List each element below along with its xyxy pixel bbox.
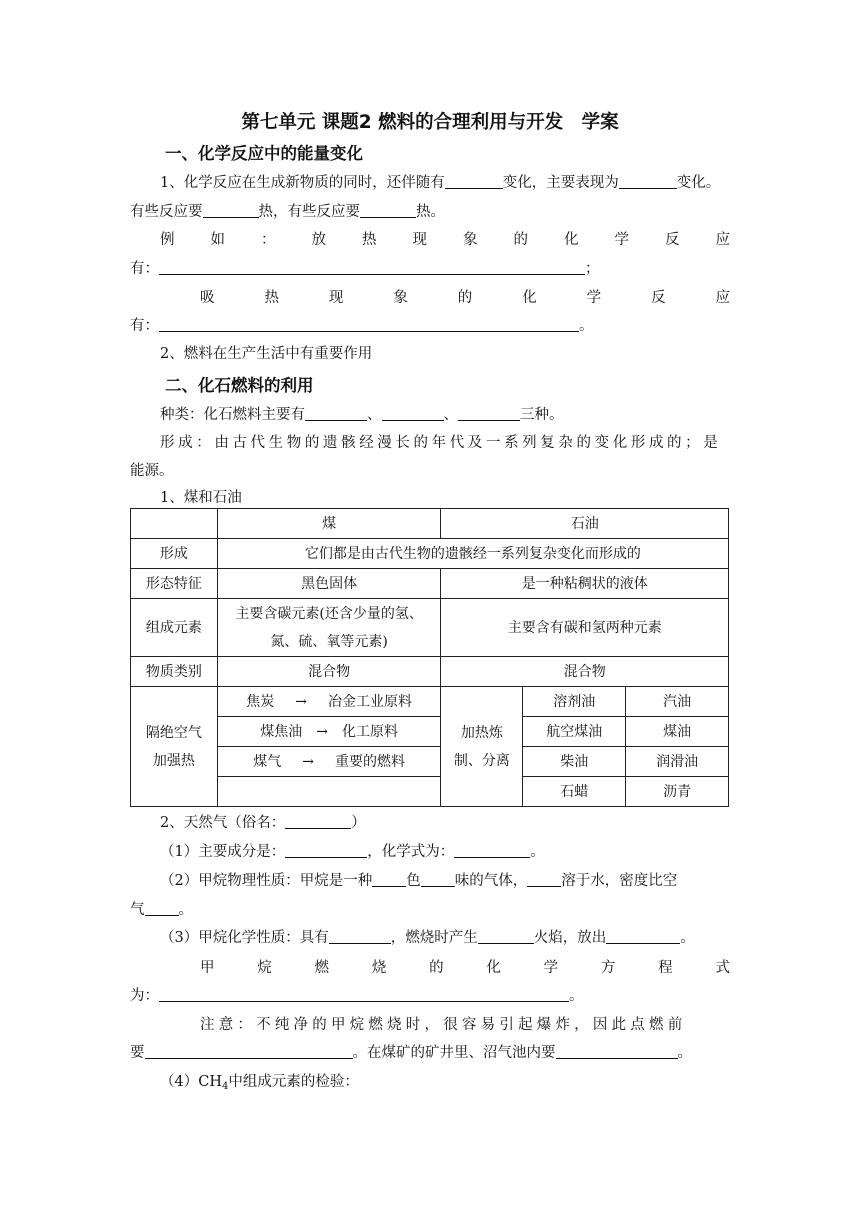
spaced-char: 烷 — [257, 960, 272, 976]
paragraph-1-line-1: 1、化学反应在生成新物质的同时，还伴随有 变化，主要表现为 变化。 — [160, 175, 721, 191]
spaced-char: 应 — [715, 232, 730, 248]
formation-line-2: 能源。 — [130, 463, 174, 479]
example-exothermic-line — [160, 230, 730, 250]
table-row: 石蜡 沥青 — [131, 777, 729, 807]
blank — [372, 871, 406, 887]
methane-item-2-cont: 气 。 — [130, 902, 193, 918]
note-line-2: 要 。在煤矿的矿井里、沼气池内要 。 — [130, 1045, 692, 1061]
coal-product: 焦炭 → 冶金工业原料 — [217, 687, 441, 717]
coal-oil-table — [130, 508, 729, 807]
example-endothermic-answer: 有： 。 — [130, 318, 594, 334]
spaced-char: 现 — [328, 290, 344, 306]
spaced-char: 热 — [264, 290, 279, 306]
blank — [527, 871, 561, 887]
blank — [285, 842, 367, 858]
blank — [145, 1043, 353, 1059]
blank — [203, 202, 259, 218]
spaced-char: 烧 — [371, 960, 387, 976]
formation-line-1: 形 成 ： 由 古 代 生 物 的 遗 骸 经 漫 长 的 年 代 及 一 系 列 复 杂 的 变 化 形 成 的 ； 是 — [160, 435, 718, 451]
spaced-char: 的 — [429, 960, 444, 976]
equation-prompt-line — [200, 958, 730, 978]
page-title: 第七单元 课题2 燃料的合理利用与开发 学案 — [241, 112, 619, 133]
blank — [478, 928, 534, 944]
example-endothermic-line — [200, 288, 730, 308]
blank — [159, 986, 569, 1002]
spaced-char: 化 — [522, 290, 537, 306]
paragraph-1-line-2: 有些反应要 热，有些反应要 热。 — [130, 204, 445, 220]
table-row: 形成 它们都是由古代生物的遗骸经一系列复杂变化而形成的 — [131, 539, 729, 569]
blank — [159, 259, 585, 275]
spaced-char: 象 — [463, 232, 478, 248]
blank — [145, 900, 179, 916]
methane-item-1: （1）主要成分是： ，化学式为： 。 — [160, 844, 545, 860]
equation-answer: 为： 。 — [130, 988, 584, 1004]
spaced-char: 例 — [160, 232, 175, 248]
blank — [606, 928, 680, 944]
spaced-char: 现 — [412, 232, 427, 248]
table-row: 组成元素 主要含碳元素(还含少量的氢、 氮、硫、氧等元素) 主要含有碳和氢两种元素 — [131, 599, 729, 657]
spaced-char: 反 — [651, 290, 666, 306]
section-2-heading: 二、化石燃料的利用 — [165, 376, 314, 395]
header-coal: 煤 — [217, 509, 441, 539]
table-row: 隔绝空气 加强热 焦炭 → 冶金工业原料 加热炼 制、分离 溶剂油 汽油 — [131, 687, 729, 717]
spaced-char: 学 — [543, 960, 559, 976]
methane-item-4: $(4)CH_4$中组成元素的检验： — [160, 1074, 359, 1092]
example-exothermic-answer: 有： ； — [130, 261, 600, 277]
section-1-heading: 一、化学反应中的能量变化 — [165, 144, 363, 163]
spaced-char: 式 — [715, 960, 730, 976]
blank — [619, 173, 677, 189]
spaced-char: 程 — [658, 960, 673, 976]
spaced-char: 学 — [614, 232, 629, 248]
spaced-char: 吸 — [200, 290, 215, 306]
spaced-char: 如 — [210, 232, 225, 248]
table-row: 煤焦油 → 化工原料 航空煤油 煤油 — [131, 717, 729, 747]
spaced-char: 燃 — [314, 960, 330, 976]
natural-gas-heading: 2、天然气（俗名： ） — [160, 815, 366, 831]
spaced-char: 应 — [715, 290, 730, 306]
spaced-char: 的 — [513, 232, 528, 248]
blank — [445, 173, 503, 189]
spaced-char: 的 — [457, 290, 473, 306]
blank — [360, 202, 416, 218]
spaced-char: 化 — [564, 232, 579, 248]
table-row — [131, 509, 729, 539]
spaced-char: 热 — [362, 232, 377, 248]
table-row: 形态特征 黑色固体 是一种粘稠状的液体 — [131, 569, 729, 599]
blank — [382, 405, 444, 421]
coal-product: 煤焦油 → 化工原料 — [217, 717, 441, 747]
spaced-char: 方 — [600, 960, 616, 976]
table-row: 物质类别 混合物 混合物 — [131, 657, 729, 687]
blank — [458, 405, 520, 421]
blank — [329, 928, 391, 944]
paragraph-2: 2、燃料在生产生活中有重要作用 — [160, 346, 373, 362]
blank — [285, 813, 351, 829]
spaced-char: ： — [261, 232, 276, 248]
note-line-1: 注 意 ： 不 纯 净 的 甲 烷 燃 烧 时 ， 很 容 易 引 起 爆 炸 ， 因 此 点 燃 前 — [200, 1017, 683, 1033]
methane-item-2: （2）甲烷物理性质：甲烷是一种 色 味的气体， 溶于水，密度比空 — [160, 873, 678, 889]
blank — [305, 405, 367, 421]
spaced-char: 化 — [486, 960, 501, 976]
spaced-char: 放 — [311, 232, 326, 248]
spaced-char: 学 — [586, 290, 602, 306]
blank — [454, 842, 530, 858]
header-oil: 石油 — [441, 509, 729, 539]
blank — [421, 871, 455, 887]
table-row: 煤气 → 重要的燃料 柴油 润滑油 — [131, 747, 729, 777]
coal-product: 煤气 → 重要的燃料 — [217, 747, 441, 777]
subheading-coal-oil: 1、煤和石油 — [160, 490, 242, 506]
methane-item-3: （3）甲烷化学性质：具有 ，燃烧时产生 火焰，放出 。 — [160, 930, 695, 946]
spaced-char: 象 — [393, 290, 408, 306]
blank — [556, 1043, 678, 1059]
spaced-char: 甲 — [200, 960, 215, 976]
fuel-kinds-line: 种类：化石燃料主要有 、 、 三种。 — [160, 407, 564, 423]
spaced-char: 反 — [665, 232, 680, 248]
blank — [159, 316, 579, 332]
